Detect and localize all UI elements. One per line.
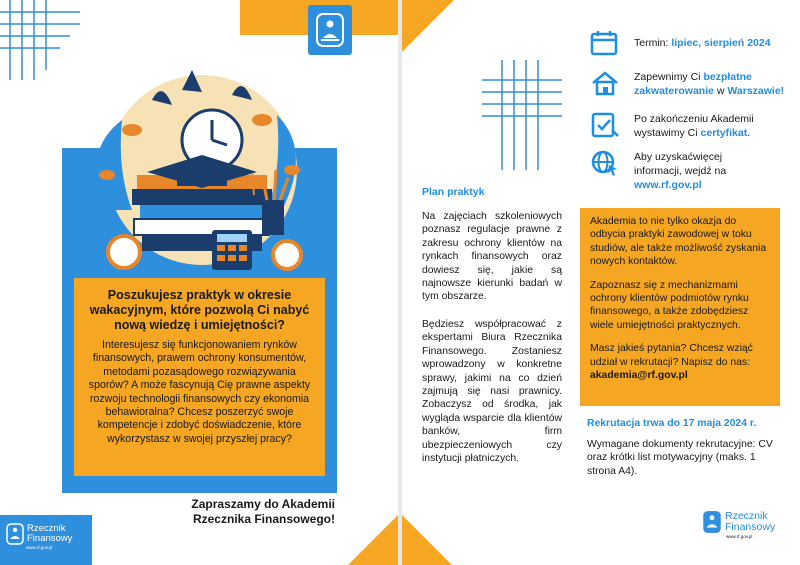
accommodation-row (590, 70, 790, 98)
logo-name-2: Finansowy (725, 521, 776, 533)
accom-highlight: bezpłatne zakwaterowanie (634, 71, 752, 97)
logo-name-1: Rzecznik (725, 510, 768, 522)
recruitment-title: Rekrutacja trwa do 17 maja 2024 r. (587, 418, 757, 429)
grid-decoration-right (452, 60, 562, 170)
invite-text (150, 497, 335, 527)
rf-logo-right (702, 510, 775, 539)
rf-logo-tile (308, 5, 352, 55)
logo-block-left (0, 515, 92, 565)
cert-highlight: certyfikat. (700, 127, 751, 139)
term-label: Termin: (634, 37, 672, 49)
certificate-row (590, 112, 760, 140)
accom-mid: w (713, 85, 728, 97)
globe-cursor-icon (590, 150, 620, 176)
orange-corner-triangle (348, 515, 398, 565)
certificate-icon (590, 112, 620, 138)
rf-logo-icon (315, 12, 345, 48)
invite-line-1: Zapraszamy do Akademii (191, 497, 335, 511)
intro-headline: Poszukujesz praktyk w okresie wakacyjnym, które pozwolą Ci nabyć nową wiedzę i umiejętności? (89, 288, 310, 332)
term-value: lipiec, sierpień 2024 (671, 37, 771, 49)
rf-logo-left (6, 523, 72, 550)
term-row (590, 30, 771, 56)
intro-box (74, 278, 325, 476)
accom-city: Warszawie! (727, 85, 785, 97)
accom-pre: Zapewnimy Ci (634, 71, 704, 83)
info-pre: Aby uzyskaćwięcej informacji, wejdź na (634, 151, 727, 177)
calendar-icon (590, 30, 620, 56)
logo-name-1: Rzecznik (27, 523, 66, 534)
recruitment-text: Wymagane dokumenty rekrutacyjne: CV oraz krótki list motywacyjny (maks. 1 strona A4). (587, 439, 773, 477)
logo-url: www.rf.gov.pl (726, 534, 753, 539)
info-row (590, 150, 750, 192)
logo-name-2: Finansowy (27, 533, 73, 544)
education-illustration (62, 60, 337, 285)
right-page (402, 0, 800, 565)
plan-paragraph-1: Na zajęciach szkoleniowych poznasz regulacje prawne z zakresu ochrony klientów na rynkach finansowych oraz dowiesz się, jakie są najnowsze kierunki badań w tym obszarze. (422, 211, 562, 303)
rf-logo-icon (702, 510, 722, 534)
house-icon (590, 70, 620, 96)
orange-corner-triangle-bottom (402, 515, 452, 565)
invite-line-2: Rzecznika Finansowego! (192, 512, 335, 526)
left-page (0, 0, 398, 565)
logo-url: www.rf.gov.pl (26, 545, 53, 550)
cert-pre: Po zakończeniu Akademii wystawimy Ci (634, 113, 754, 139)
academy-paragraph-3: Masz jakieś pytania? Chcesz wziąć udział w rekrutacji? Napisz do nas: (590, 343, 753, 368)
plan-title: Plan praktyk (422, 186, 485, 198)
academy-paragraph-1: Akademia to nie tylko okazja do odbycia praktyki zawodowej w toku studiów, ale także możliwość zyskania nowych kontaktów. (590, 216, 767, 268)
academy-email[interactable]: akademia@rf.gov.pl (590, 370, 688, 382)
academy-box (580, 208, 780, 406)
intro-body: Interesujesz się funkcjonowaniem rynków finansowych, prawem ochrony konsumentów, metodami pozasądowego rozwiązywania sporów? A może fascynują Cię prawne aspekty rozwoju technologii finansowych czy ekonomia behawioralna? Chcesz poszerzyć swoje kompetencje i zdobyć doświadczenie, które wykorzystasz w swojej przyszłej pracy? (88, 339, 311, 445)
academy-paragraph-2: Zapoznasz się z mechanizmami ochrony klientów podmiotów rynku finansowego, a także zdobędziesz wiele umiejętności praktycznych. (590, 279, 749, 331)
orange-corner-triangle-top (402, 0, 454, 52)
plan-paragraph-2: Będziesz współpracować z ekspertami Biura Rzecznika Finansowego. Zostaniesz wprowadzony w konkretne sprawy, jakimi na co dzień zajmują się nasi prawnicy. Zobaczysz od środka, jak wygląda wsparcie dla klientów banków, firm ubezpieczeniowych czy instytucji płatniczych. (422, 319, 562, 465)
info-url[interactable]: www.rf.gov.pl (634, 179, 702, 191)
rf-logo-icon (6, 523, 24, 545)
